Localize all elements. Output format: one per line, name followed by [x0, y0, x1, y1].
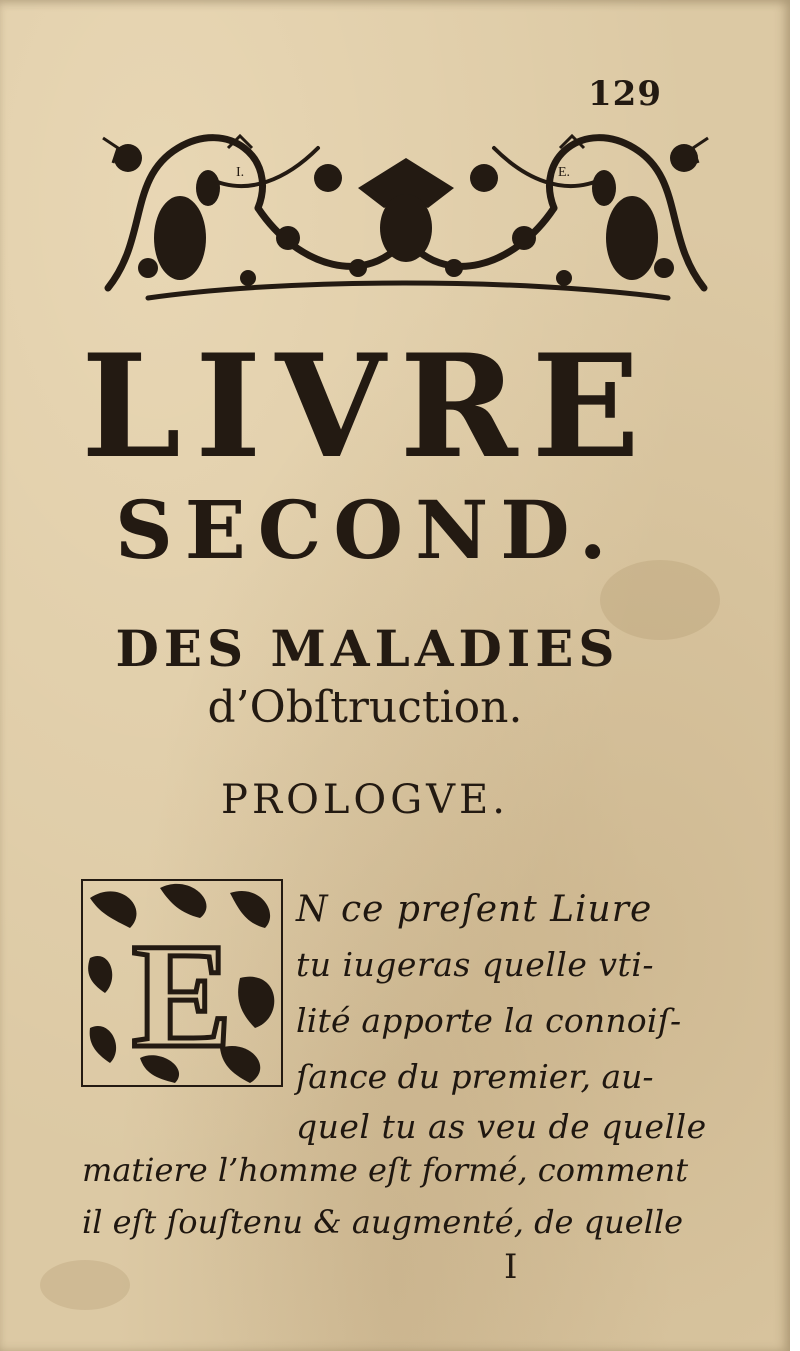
body-line: matiere l’homme eſt formé, comment: [82, 1151, 689, 1189]
body-line: ſance du premier, au-: [296, 1057, 654, 1096]
body-line: N ce preſent Liure: [296, 889, 653, 930]
title-second: SECOND.: [115, 483, 619, 577]
body-line: quel tu as veu de quelle: [296, 1107, 707, 1146]
subtitle-obstruction: d’Obſtruction.: [207, 682, 523, 733]
body-line: lité apporte la connoiſ-: [296, 1001, 682, 1040]
body-line: il eſt ſouſtenu & augmenté, de quelle: [82, 1203, 684, 1241]
body-line: tu iugeras quelle vti-: [296, 945, 654, 984]
headpiece-ornament-icon: [88, 118, 724, 308]
ornament-letter: I.: [236, 165, 245, 180]
signature-mark: I: [504, 1247, 518, 1287]
subtitle-maladies: DES MALADIES: [115, 619, 620, 678]
title-livre: LIVRE: [81, 324, 654, 490]
section-heading-prologue: PROLOGVE.: [221, 777, 509, 823]
ornament-letter: E.: [558, 165, 571, 180]
drop-cap-letter: E: [131, 913, 233, 1079]
paper-stain: [40, 1260, 130, 1310]
page-number: 129: [588, 74, 662, 114]
drop-cap-e-icon: [80, 878, 284, 1088]
